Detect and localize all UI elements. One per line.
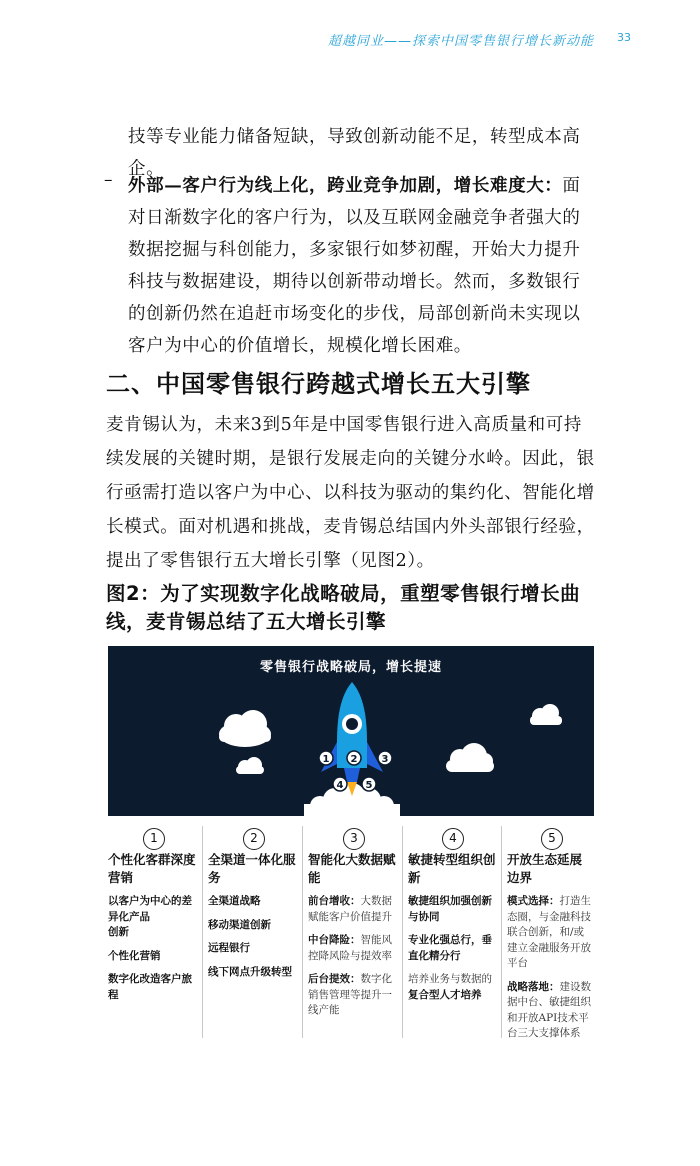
paragraph-2-text: 面对日渐数字化的客户行为，以及互联网金融竞争者强大的数据挖掘与科创能力，多家银行如梦初醒，开始大力提升科技与数据建设，期待以创新带动增长。然而，多数银行的创新仍然在追赶市场变化的步伐，局部创新尚未实现以客户为中心的价值增长，规模化增长困难。 <box>128 176 581 356</box>
rocket-num-5-label: 5 <box>365 780 373 791</box>
engine-item: 敏捷组织加强创新与协同 <box>408 895 492 923</box>
engine-item: 数字化改造客户旅程 <box>108 973 192 1001</box>
engine-heading: 开放生态延展边界 <box>507 852 583 885</box>
engine-item: 前台增收：大数据赋能客户价值提升 <box>308 895 392 923</box>
header-title: 超越同业——探索中国零售银行增长新动能 <box>327 34 594 49</box>
engine-items <box>208 894 298 988</box>
engine-items <box>108 894 198 1011</box>
rocket-num-4 <box>333 777 347 791</box>
rocket-num-2 <box>347 751 361 765</box>
engine-heading: 个性化客群深度营销 <box>108 852 196 885</box>
engine-column-4 <box>408 826 496 1038</box>
column-divider <box>302 826 303 1038</box>
page-number: 33 <box>617 31 631 44</box>
column-divider <box>501 826 502 1038</box>
engine-item: 专业化强总行，垂直化精分行 <box>408 934 492 962</box>
engine-heading: 智能化大数据赋能 <box>308 852 396 885</box>
engine-items <box>408 894 496 1011</box>
engine-item: 远程银行 <box>208 942 250 954</box>
rocket-num-3-label: 3 <box>381 754 389 765</box>
engine-column-5 <box>507 826 593 1038</box>
rocket-num-1-label: 1 <box>322 754 330 765</box>
banner-title: 零售银行战略破局，增长提速 <box>259 660 442 675</box>
cloud-icon <box>530 704 562 725</box>
cloud-icon <box>236 757 264 774</box>
paragraph-2 <box>128 170 598 362</box>
engine-item: 个性化营销 <box>108 949 161 962</box>
cloud-icon <box>446 743 494 772</box>
column-divider <box>402 826 403 1038</box>
engine-column-2 <box>208 826 298 1038</box>
cloud-icon <box>219 710 271 747</box>
engine-item: 以客户为中心的差异化产品 创新 <box>108 895 192 938</box>
engine-items <box>308 894 396 1027</box>
rocket-num-4-label: 4 <box>336 780 344 791</box>
engine-item: 中台降险：智能风控降风险与提效率 <box>308 934 392 962</box>
figure-banner <box>108 646 594 816</box>
engine-item: 培养业务与数据的复合型人才培养 <box>408 973 492 1001</box>
paragraph-1: 技等专业能力储备短缺，导致创新动能不足，转型成本高企。 <box>128 127 581 179</box>
column-divider <box>202 826 203 1038</box>
section-heading: 二、中国零售银行跨越式增长五大引擎 <box>106 369 531 398</box>
rocket-num-5 <box>362 777 376 791</box>
engine-number: 2 <box>243 828 265 850</box>
engine-number: 4 <box>442 828 464 850</box>
page-header <box>0 30 700 48</box>
engine-item: 线下网点升级转型 <box>208 965 292 978</box>
engine-number: 1 <box>143 828 165 850</box>
rocket-illustration <box>108 646 594 816</box>
rocket-num-3 <box>378 751 392 765</box>
engine-items <box>507 894 593 1050</box>
engine-number: 3 <box>343 828 365 850</box>
engine-item: 战略落地：建设数据中台、敏捷组织和开放API技术平台三大支撑体系 <box>507 980 591 1039</box>
engine-column-3 <box>308 826 396 1038</box>
engine-heading: 全渠道一体化服务 <box>208 852 296 885</box>
engine-item: 移动渠道创新 <box>208 918 271 931</box>
engine-heading: 敏捷转型组织创新 <box>408 852 496 885</box>
rocket-num-1 <box>319 751 333 765</box>
rocket-num-2-label: 2 <box>350 754 358 765</box>
engine-item: 模式选择：打造生态圈，与金融科技联合创新，和/或建立金融服务开放平台 <box>507 895 591 969</box>
engine-item: 后台提效：数字化销售管理等提升一线产能 <box>308 973 392 1016</box>
engine-columns <box>108 826 594 1046</box>
engine-item: 全渠道战略 <box>208 895 261 907</box>
bullet-dash: – <box>104 170 113 190</box>
paragraph-2-lead: 外部—客户行为线上化，跨业竞争加剧，增长难度大： <box>128 176 563 196</box>
engine-number: 5 <box>541 828 563 850</box>
paragraph-3: 麦肯锡认为，未来3到5年是中国零售银行进入高质量和可持续发展的关键时期，是银行发展走向的关键分水岭。因此，银行亟需打造以客户为中心、以科技为驱动的集约化、智能化增长模式。面对机遇和挑战，麦肯锡总结国内外头部银行经验，提出了零售银行五大增长引擎（见图2）。 <box>106 415 595 571</box>
engine-column-1 <box>108 826 198 1038</box>
figure-title: 图2：为了实现数字化战略破局，重塑零售银行增长曲线，麦肯锡总结了五大增长引擎 <box>106 582 581 633</box>
